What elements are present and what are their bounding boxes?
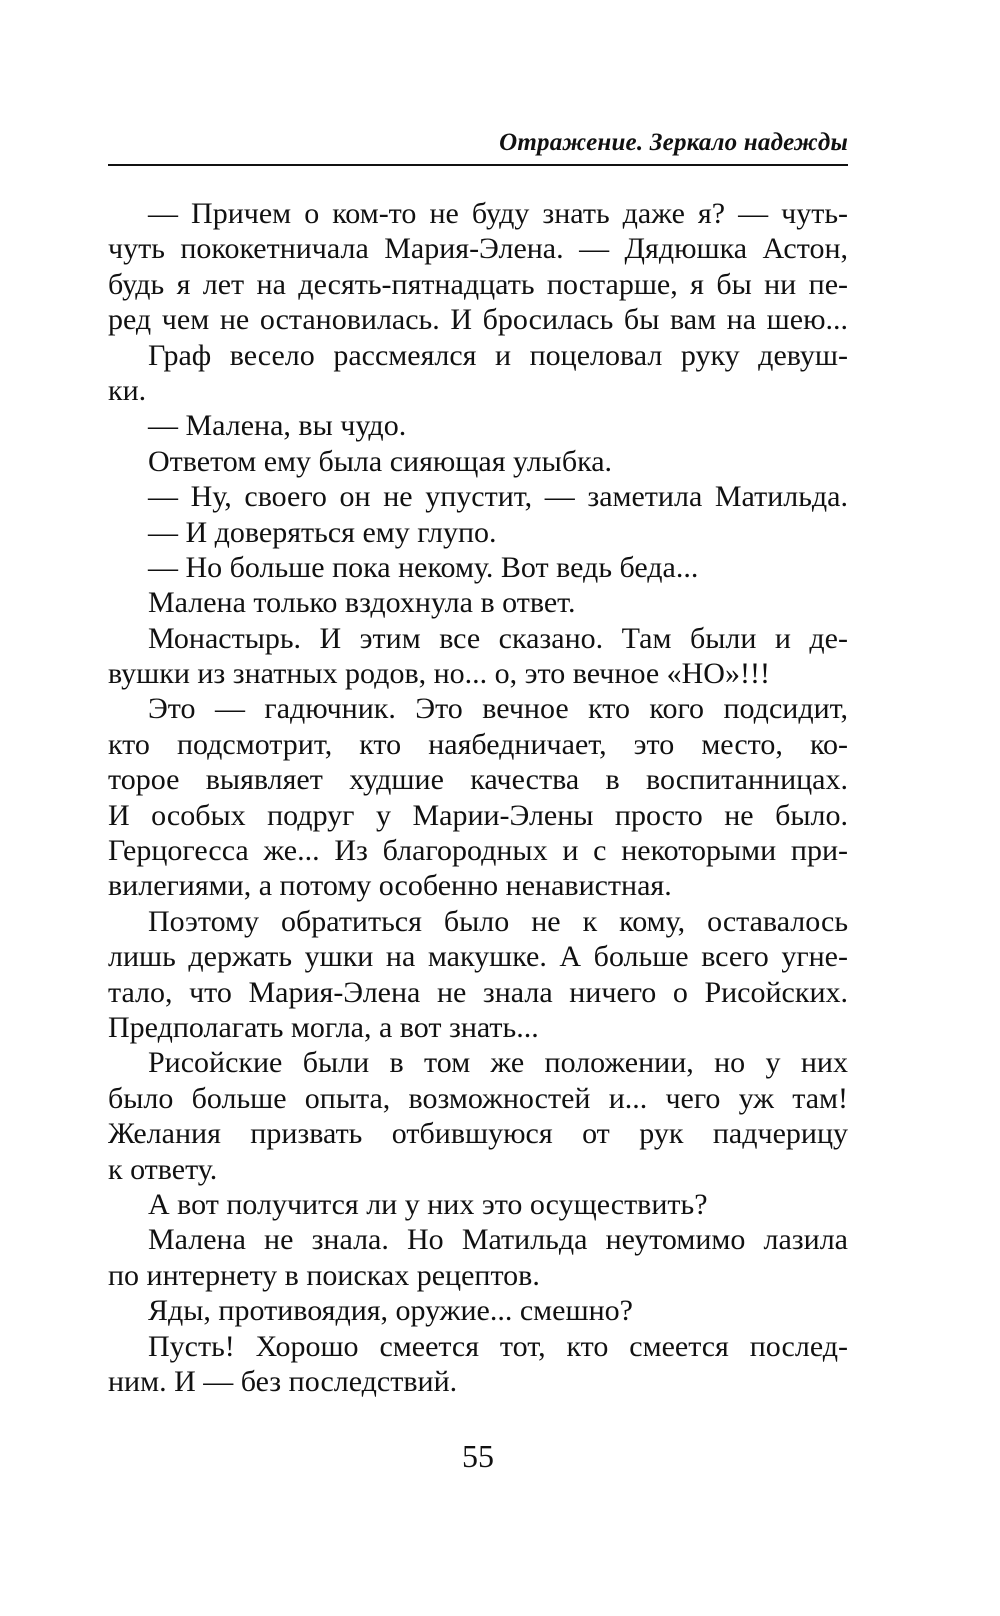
text-line: чуть пококетничала Мария-Элена. — Дядюшка Астон, xyxy=(108,232,848,266)
text-line: было больше опыта, возможностей и... чего уж там! xyxy=(108,1081,848,1115)
text-line: Предполагать могла, а вот знать... xyxy=(108,1010,539,1044)
text-line: Поэтому обратиться было не к кому, оставалось xyxy=(148,904,848,938)
text-line: тало, что Мария-Элена не знала ничего о Рисойских. xyxy=(108,975,848,1009)
text-line: Герцогесса же... Из благородных и с некоторыми при- xyxy=(108,834,848,868)
text-line: вилегиями, а потому особенно ненавистная. xyxy=(108,869,672,903)
text-line: — Но больше пока некому. Вот ведь беда... xyxy=(148,550,699,584)
text-line: — И доверяться ему глупо. xyxy=(148,515,497,549)
text-line: по интернету в поисках рецептов. xyxy=(108,1258,540,1292)
text-line: — Причем о ком-то не буду знать даже я? — чуть- xyxy=(148,197,848,230)
text-line: будь я лет на десять-пятнадцать постарше, я бы ни пе- xyxy=(108,267,848,301)
text-line: — Малена, вы чудо. xyxy=(148,409,407,443)
text-line: кто подсмотрит, кто наябедничает, это место, ко- xyxy=(108,727,848,761)
text-line: торое выявляет худшие качества в воспитанницах. xyxy=(108,763,848,797)
text-line: А вот получится ли у них это осуществить? xyxy=(148,1187,708,1221)
text-line: Яды, противоядия, оружие... смешно? xyxy=(148,1294,633,1328)
text-line: Монастырь. И этим все сказано. Там были и де- xyxy=(148,621,848,655)
text-line: Пусть! Хорошо смеется тот, кто смеется послед- xyxy=(148,1329,848,1363)
text-line: ки. xyxy=(108,373,147,407)
text-line: Граф весело рассмеялся и поцеловал руку девуш- xyxy=(148,338,848,372)
body-text xyxy=(108,196,848,1399)
text-line: Это — гадючник. Это вечное кто кого подсидит, xyxy=(148,692,848,726)
text-line: лишь держать ушки на макушке. А больше всего угне- xyxy=(108,940,848,974)
text-line: ред чем не остановилась. И бросилась бы вам на шею... xyxy=(108,303,848,337)
header-divider xyxy=(108,164,848,166)
text-line: Малена только вздохнула в ответ. xyxy=(148,586,576,620)
text-line: ним. И — без последствий. xyxy=(108,1364,458,1398)
text-line: Ответом ему была сияющая улыбка. xyxy=(148,444,613,478)
text-line: Желания призвать отбившуюся от рук падчерицу xyxy=(108,1117,848,1151)
text-line: — Ну, своего он не упустит, — заметила Матильда. xyxy=(148,480,848,514)
text-line: вушки из знатных родов, но... о, это вечное «НО»!!! xyxy=(108,657,770,691)
text-line: Рисойские были в том же положении, но у них xyxy=(148,1046,848,1080)
running-header-title: Отражение. Зеркало надежды xyxy=(499,129,848,156)
page-number: 55 xyxy=(462,1438,494,1474)
text-line: к ответу. xyxy=(108,1152,218,1186)
text-line: Малена не знала. Но Матильда неутомимо лазила xyxy=(148,1223,848,1257)
text-line: И особых подруг у Марии-Элены просто не было. xyxy=(108,798,848,832)
